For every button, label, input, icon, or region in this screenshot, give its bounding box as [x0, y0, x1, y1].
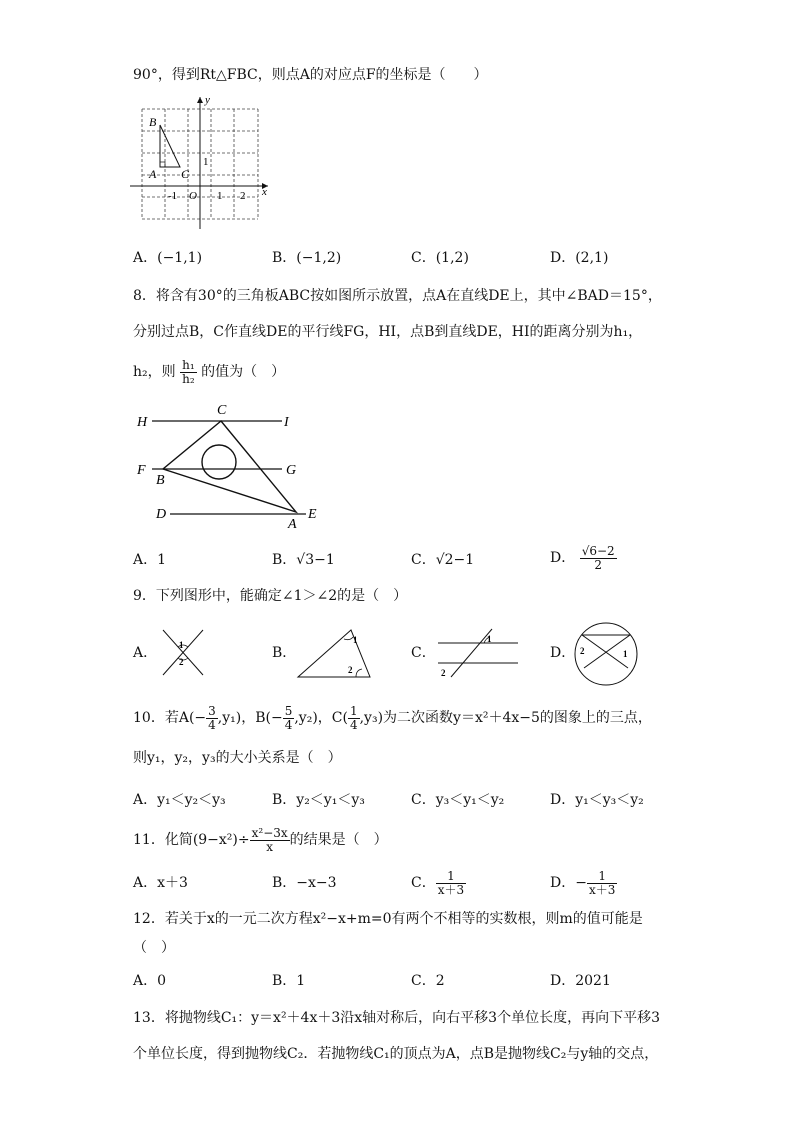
q10-option-d[interactable]: D．y₁＜y₃＜y₂	[550, 792, 644, 808]
q9d-mark-2: 2	[580, 646, 585, 656]
q12-line1: 12．若关于x的一元二次方程x²−x+m=0有两个不相等的实数根，则m的值可能是	[133, 911, 643, 927]
q7-stem: 90°，得到Rt△FBC，则点A的对应点F的坐标是（ ）	[133, 67, 488, 83]
q9-figure-a	[158, 625, 208, 680]
q8-option-d[interactable]	[550, 540, 617, 576]
q10-C-den: 4	[349, 717, 358, 732]
q7-tick-1y: 1	[203, 156, 209, 168]
q11-option-d-den: x＋3	[588, 882, 616, 897]
q8-label-I: I	[284, 415, 289, 430]
q9-figure-c	[436, 625, 521, 680]
q11-option-c-fraction	[436, 870, 466, 897]
q9b-mark-1: 1	[353, 635, 358, 645]
q10-C-open: ，C(	[317, 710, 348, 726]
q9a-mark-2: 2	[179, 657, 184, 667]
q11-option-d[interactable]	[550, 865, 617, 901]
q12-option-b[interactable]: B．1	[272, 973, 306, 989]
q10-option-b[interactable]: B．y₂＜y₁＜y₃	[272, 792, 365, 808]
q8-label-E: E	[308, 507, 317, 522]
q10-A-den: 4	[208, 717, 216, 732]
q13-line1: 13．将抛物线C₁：y＝x²＋4x＋3沿x轴对称后，向右平移3个单位长度，再向下平移3	[133, 1010, 660, 1026]
q8-option-b[interactable]: B．√3−1	[272, 552, 335, 568]
q11-pre: 11．化简(9−x²)÷	[133, 832, 250, 848]
q10-line2: 则y₁，y₂，y₃的大小关系是（ ）	[133, 750, 342, 766]
q8-option-d-label: D．	[550, 550, 576, 566]
q11-option-c-num: 1	[436, 870, 466, 884]
q9-option-c[interactable]: C．	[411, 645, 436, 661]
q10-option-c[interactable]: C．y₃＜y₁＜y₂	[411, 792, 505, 808]
q7-label-y: y	[205, 94, 210, 106]
q7-option-b[interactable]: B．(−1,2)	[272, 250, 342, 266]
q8-line2: 分别过点B，C作直线DE的平行线FG，HI，点B到直线DE，HI的距离分别为h₁，	[133, 324, 643, 340]
q12-option-c[interactable]: C．2	[411, 973, 445, 989]
q9-option-b[interactable]: B．	[272, 645, 297, 661]
q10-post: 为二次函数y＝x²＋4x−5的图象上的三点，	[383, 710, 652, 726]
q9c-mark-2: 2	[441, 668, 446, 678]
q8-line3-post: 的值为（ ）	[201, 364, 286, 380]
q12-line2: （ ）	[133, 940, 175, 956]
q8-option-c[interactable]: C．√2−1	[411, 552, 475, 568]
q8-label-C: C	[217, 403, 227, 418]
q7-label-B: B	[149, 115, 157, 129]
q11-option-c-den: x＋3	[437, 882, 465, 897]
q8-ratio-num: h₁	[182, 357, 195, 372]
q9-figure-b	[296, 625, 376, 680]
q9-stem: 9．下列图形中，能确定∠1＞∠2的是（ ）	[133, 588, 408, 604]
q8-label-D: D	[156, 507, 167, 522]
q10-A-fraction	[206, 705, 218, 732]
q11-option-a[interactable]: A．x＋3	[133, 875, 188, 891]
q7-label-x: x	[262, 186, 267, 198]
q11-frac-den: x	[266, 839, 274, 854]
q11-option-d-num: 1	[587, 870, 617, 884]
q8-option-d-num: √6−2	[581, 543, 615, 558]
q13-line2: 个单位长度，得到抛物线C₂．若抛物线C₁的顶点为A，点B是抛物线C₂与y轴的交点，	[133, 1046, 659, 1062]
q10-B-open: ，B(−	[241, 710, 283, 726]
q9-figure-d	[573, 621, 639, 687]
q7-option-d[interactable]: D．(2,1)	[550, 250, 609, 266]
q10-A-y: ,y₁)	[217, 710, 242, 726]
q8-line3-pre: h₂，则	[133, 364, 176, 380]
q10-option-a[interactable]: A．y₁＜y₂＜y₃	[133, 792, 226, 808]
q11-option-c[interactable]	[411, 865, 466, 901]
q10-C-num: 1	[349, 703, 358, 718]
q7-tick-2x: 2	[240, 190, 246, 202]
q10-A-open: (−	[188, 710, 207, 726]
q11-option-b[interactable]: B．−x−3	[272, 875, 337, 891]
q12-option-d[interactable]: D．2021	[550, 973, 611, 989]
q7-option-a[interactable]: A．(−1,1)	[133, 250, 203, 266]
q10-C-fraction	[348, 705, 360, 732]
q10-C-y: ,y₃)	[359, 710, 384, 726]
q8-option-d-den: 2	[594, 557, 602, 572]
q9b-mark-2: 2	[348, 665, 353, 675]
q11-option-c-label: C．	[411, 875, 436, 891]
q8-ratio-den: h₂	[182, 371, 195, 386]
q11-post: 的结果是（ ）	[289, 832, 388, 848]
q7-tick-neg1: -1	[168, 190, 178, 202]
q11-option-d-fraction	[587, 870, 617, 897]
q10-A-num: 3	[208, 703, 216, 718]
q8-label-F: F	[137, 463, 146, 478]
q10-B-y: ,y₂)	[294, 710, 318, 726]
q7-origin: O	[189, 190, 197, 202]
q11-stem	[133, 822, 388, 858]
q7-tick-1x: 1	[217, 190, 223, 202]
q10-B-num: 5	[284, 703, 293, 718]
q11-frac-num: x²−3x	[251, 825, 288, 840]
q11-option-d-label: D．−	[550, 875, 587, 891]
q7-option-c[interactable]: C．(1,2)	[411, 250, 469, 266]
q8-label-H: H	[137, 415, 148, 430]
q8-option-d-fraction	[580, 545, 617, 572]
q8-triangle-figure	[130, 400, 330, 530]
q10-line1	[133, 700, 652, 736]
q7-grid-figure	[130, 95, 275, 230]
q9-option-a[interactable]: A．	[133, 645, 158, 661]
q9a-mark-1: 1	[179, 640, 184, 650]
q10-B-fraction	[283, 705, 295, 732]
q8-ratio-fraction	[180, 359, 197, 386]
q10-pre: 10．若A	[133, 710, 189, 726]
q7-label-C: C	[181, 167, 190, 181]
q7-label-A: A	[149, 167, 157, 181]
q9d-mark-1: 1	[623, 649, 628, 659]
q8-option-a[interactable]: A．1	[133, 552, 167, 568]
q12-option-a[interactable]: A．0	[133, 973, 167, 989]
q11-fraction	[250, 827, 290, 854]
q8-label-G: G	[286, 463, 297, 478]
q10-B-den: 4	[284, 717, 293, 732]
q9c-mark-1: 1	[487, 634, 492, 644]
q8-line3	[133, 356, 285, 388]
q8-label-A: A	[288, 517, 297, 532]
q9-option-d[interactable]: D．	[550, 645, 576, 661]
q8-line1: 8．将含有30°的三角板ABC按如图所示放置，点A在直线DE上，其中∠BAD＝15°，	[133, 288, 662, 304]
q8-label-B: B	[156, 473, 165, 488]
